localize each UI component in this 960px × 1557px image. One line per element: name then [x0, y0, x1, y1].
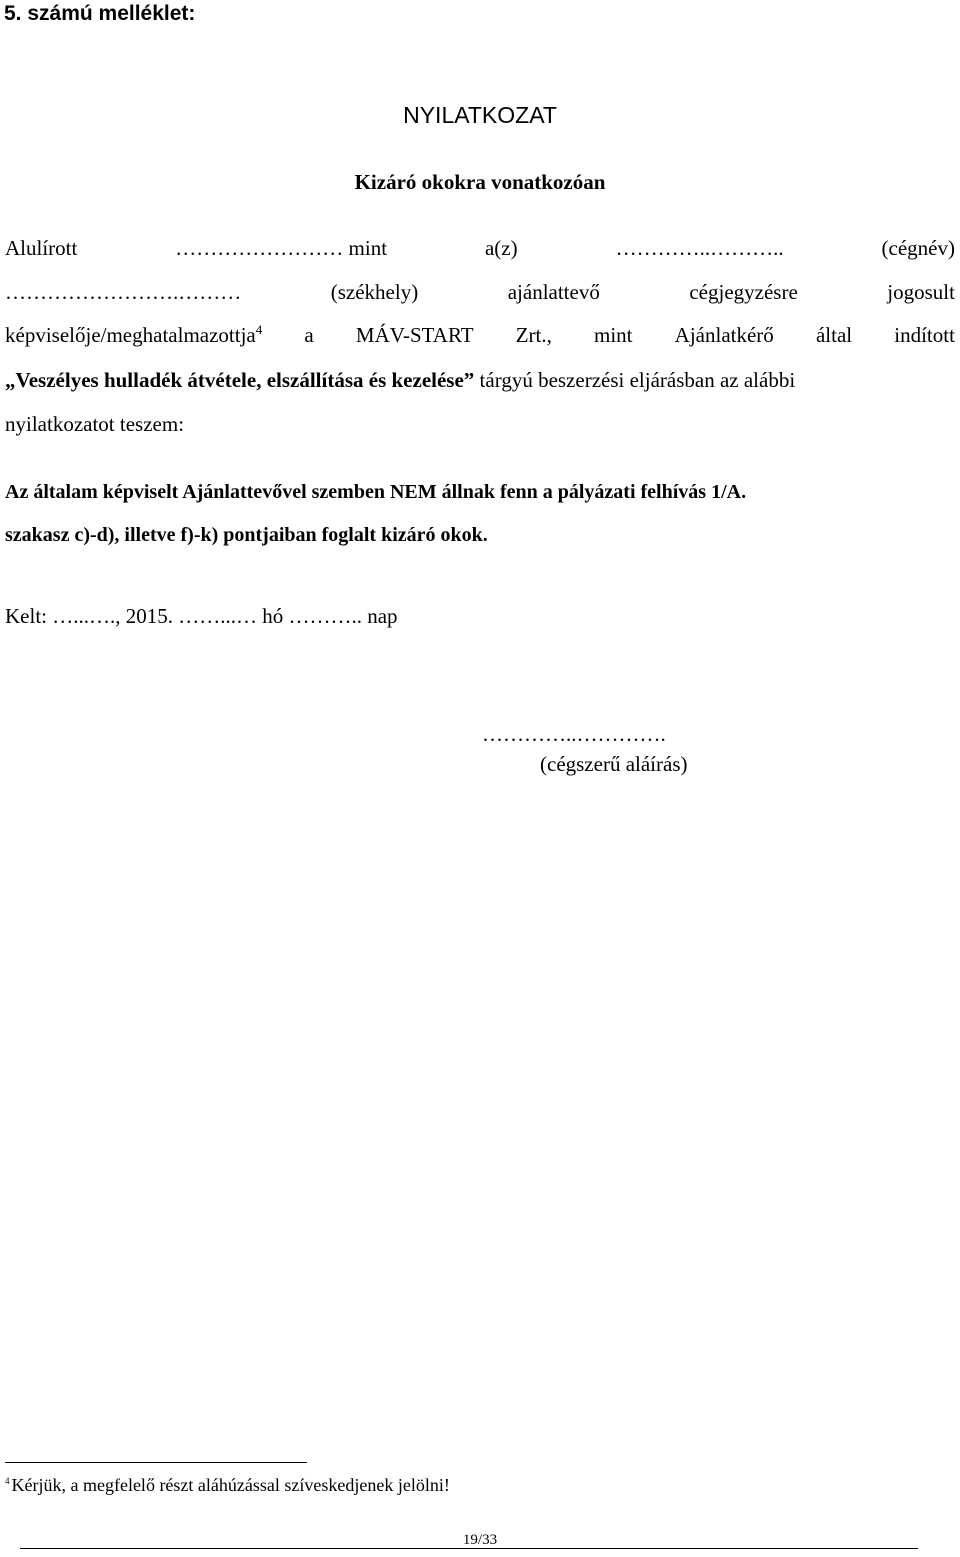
- word: indított: [894, 323, 955, 347]
- word: …………………… mint: [175, 236, 388, 260]
- paragraph-line-2: [5, 280, 955, 305]
- procurement-title: „Veszélyes hulladék átvétele, elszállítása és kezelése”: [5, 368, 475, 392]
- word: cégjegyzésre: [689, 280, 798, 304]
- date-line: Kelt: …...…., 2015. ……...… hó ……….. nap: [5, 604, 398, 628]
- word: a(z): [484, 236, 518, 260]
- footnote-text: Kérjük, a megfelelő részt aláhúzással szíveskedjenek jelölni!: [11, 1475, 450, 1495]
- paragraph-line-4: [5, 368, 795, 393]
- word: képviselője/meghatalmazottja: [5, 323, 256, 347]
- word: MÁV-START: [355, 323, 474, 347]
- footnote-separator: [5, 1462, 307, 1463]
- word: a: [304, 323, 314, 347]
- paragraph-line-5: nyilatkozatot teszem:: [5, 412, 185, 436]
- word: (székhely): [330, 280, 419, 304]
- page-number: 19/33: [462, 1532, 498, 1548]
- word: …………..………..: [615, 236, 784, 260]
- word: ajánlattevő: [507, 280, 600, 304]
- statement-line-1: Az általam képviselt Ajánlattevővel szemben NEM állnak fenn a pályázati felhívás 1/A.: [5, 481, 747, 503]
- paragraph-line-1: [5, 236, 955, 261]
- word: (cégnév): [881, 236, 955, 260]
- statement-line-2: szakasz c)-d), illetve f)-k) pontjaiban foglalt kizáró okok.: [5, 524, 488, 546]
- word: mint: [594, 323, 633, 347]
- document-subtitle: Kizáró okokra vonatkozóan: [354, 170, 606, 194]
- signature-line: …………..………….: [482, 722, 666, 746]
- footnote-number: 4: [5, 1476, 10, 1486]
- document-title: NYILATKOZAT: [403, 102, 557, 128]
- word: jogosult: [887, 280, 955, 304]
- footnote: [5, 1475, 450, 1496]
- signature-label: (cégszerű aláírás): [540, 752, 688, 776]
- word: által: [815, 323, 853, 347]
- word: …………………….………: [5, 280, 242, 304]
- paragraph-line-3: [5, 323, 955, 348]
- word: Alulírott: [5, 236, 78, 260]
- word: Zrt.,: [515, 323, 552, 347]
- annex-heading: 5. számú melléklet:: [4, 2, 196, 25]
- word-with-footnote: [5, 323, 262, 348]
- footnote-reference: 4: [255, 322, 263, 337]
- word: Ajánlatkérő: [674, 323, 774, 347]
- paragraph-text: tárgyú beszerzési eljárásban az alábbi: [474, 368, 796, 392]
